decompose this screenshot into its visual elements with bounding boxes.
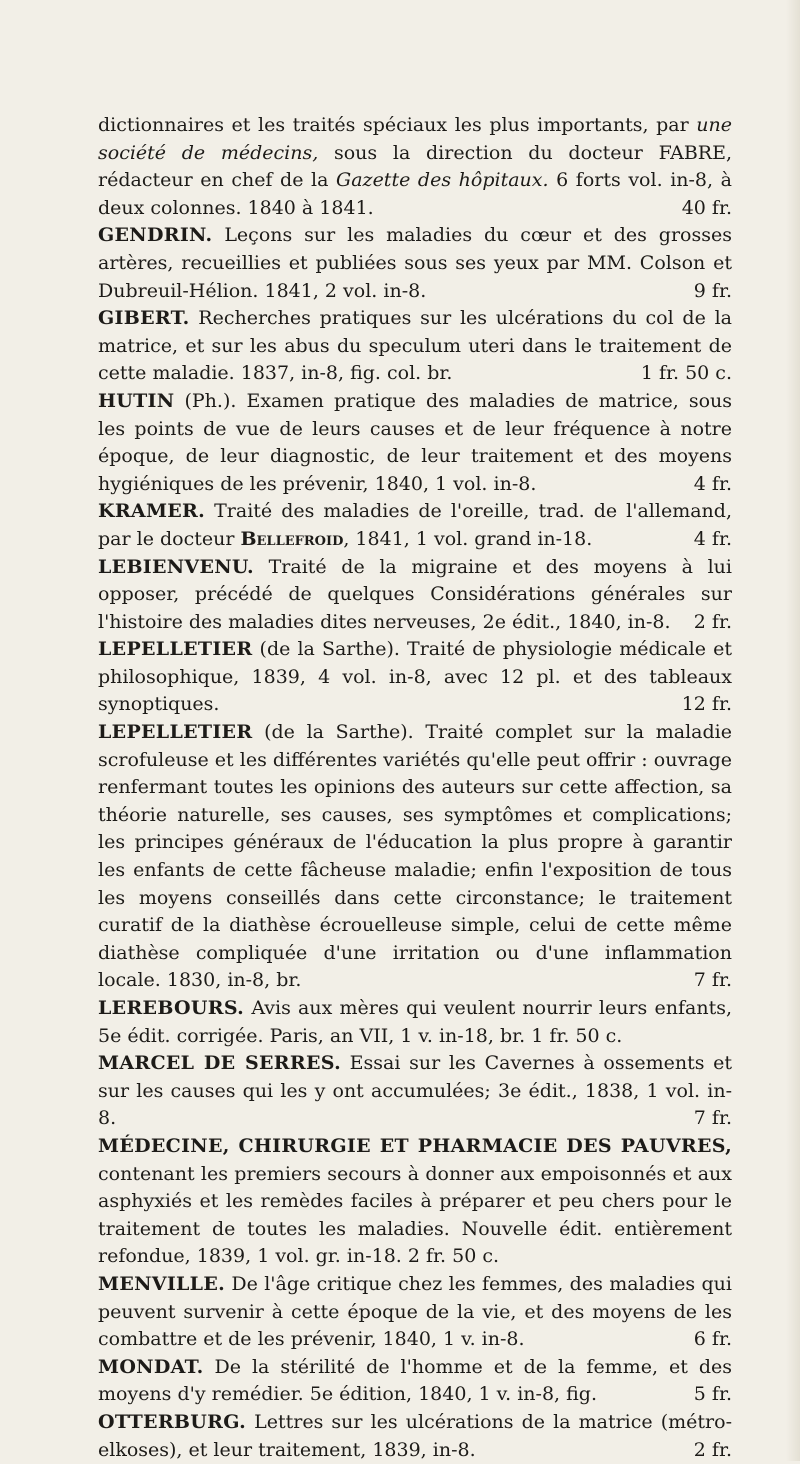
entry-text: Essai sur les Cavernes à ossements et sur les causes qui les y ont accumulées; 3e édit., 1838, 1 vol. in-8. — [98, 1052, 732, 1129]
entry-price: 5 fr. — [694, 1381, 732, 1409]
catalogue-entry-medecine-des-pauvres — [98, 1133, 732, 1271]
entry-price: 7 fr. — [694, 1105, 732, 1133]
entry-price: 6 fr. — [694, 1326, 732, 1354]
entry-italic: Gazette des hôpitaux. — [336, 169, 548, 191]
entry-italic: une société de médecins, — [98, 114, 732, 164]
entry-text: Leçons sur les maladies du cœur et des grosses artères, recueillies et publiées sous ses yeux par MM. Colson et Dubreuil-Hélion. 1841, 2 vol. in-8. — [98, 224, 732, 301]
entry-price: 2 fr. — [694, 609, 732, 637]
entry-author: MARCEL DE SERRES. — [98, 1052, 341, 1074]
entry-text: contenant les premiers secours à donner aux empoisonnés et aux asphyxiés et les remèdes faciles à préparer et peu chers pour le traitement de toutes les maladies. Nouvelle édit. entièrement refondue, 1839, 1 vol. gr. in-18. 2 fr. 50 c. — [98, 1163, 732, 1268]
entry-text: 6 forts vol. in-8, à deux colonnes. 1840 à 1841. — [98, 169, 732, 219]
entry-author: LEPELLETIER — [98, 638, 252, 660]
entry-text: Traité des maladies de l'oreille, trad. de l'allemand, par le docteur — [98, 500, 732, 550]
catalogue-entry-lerebours — [98, 995, 732, 1050]
entry-author: MÉDECINE, CHIRURGIE ET PHARMACIE DES PAUVRES, — [98, 1135, 732, 1157]
entry-text: Recherches pratiques sur les ulcérations du col de la matrice, et sur les abus du speculum uteri dans le traitement de cette maladie. 1837, in-8, fig. col. br. — [98, 307, 732, 384]
catalogue-entry-mondat — [98, 1354, 732, 1409]
entry-text: , 1841, 1 vol. grand in-18. — [343, 528, 592, 550]
catalogue-entry-gibert — [98, 305, 732, 388]
entry-text: (de la Sarthe). Traité complet sur la maladie scrofuleuse et les différentes variétés qu'elle peut offrir : ouvrage renfermant toutes les opinions des auteurs sur cette affection, sa théorie naturelle, ses causes, ses symptômes et complications; les principes généraux de l'éducation la plus propre à garantir les enfants de cette fâcheuse maladie; enfin l'exposition de tous les moyens conseillés dans cette circonstance; le traitement curatif de la diathèse écrouelleuse simple, celui de cette même diathèse compliquée d'une irritation ou d'une inflammation locale. 1830, in-8, br. — [98, 721, 732, 991]
entry-author: MENVILLE. — [98, 1273, 225, 1295]
catalogue-entry-otterburg — [98, 1409, 732, 1464]
entry-author: OTTERBURG. — [98, 1411, 246, 1433]
entry-author: KRAMER. — [98, 500, 205, 522]
entry-author: HUTIN — [98, 390, 174, 412]
catalogue-entry-lepelletier-physiologie — [98, 636, 732, 719]
catalogue-entry-hutin — [98, 388, 732, 498]
catalogue-entry-dictionnaires — [98, 112, 732, 222]
entry-price: 1 fr. 50 c. — [641, 360, 732, 388]
entry-price: 9 fr. — [694, 278, 732, 306]
entry-text: De la stérilité de l'homme et de la femme, et des moyens d'y remédier. 5e édition, 1840, 1 v. in-8, fig. — [98, 1356, 732, 1406]
page-binding-shadow — [786, 0, 800, 1461]
catalogue-entry-gendrin — [98, 222, 732, 305]
entry-text: (Ph.). Examen pratique des maladies de matrice, sous les points de vue de leurs causes et de leur fréquence à notre époque, de leur diagnostic, de leur traitement et des moyens hygiéniques de les prévenir, 1840, 1 vol. in-8. — [98, 390, 732, 495]
entry-text: De l'âge critique chez les femmes, des maladies qui peuvent survenir à cette époque de la vie, et des moyens de les combattre et de les prévenir, 1840, 1 v. in-8. — [98, 1273, 732, 1350]
entry-price: 12 fr. — [682, 691, 732, 719]
entry-text: Avis aux mères qui veulent nourrir leurs enfants, 5e édit. corrigée. Paris, an VII, 1 v. in-18, br. 1 fr. 50 c. — [98, 997, 732, 1047]
entry-author: GIBERT. — [98, 307, 190, 329]
entry-price: 7 fr. — [694, 967, 732, 995]
entry-price: 4 fr. — [694, 526, 732, 554]
entry-text: Traité de la migraine et des moyens à lui opposer, précédé de quelques Considérations générales sur l'histoire des maladies dites nerveuses, 2e édit., 1840, in-8. — [98, 556, 732, 633]
entry-text: Lettres sur les ulcérations de la matrice (métro-elkoses), et leur traitement, 1839, in-8. — [98, 1411, 732, 1461]
entry-price: 40 fr. — [682, 195, 732, 223]
catalogue-entry-lebienvenu — [98, 554, 732, 637]
entry-author: LEBIENVENU. — [98, 556, 254, 578]
catalogue-entry-menville — [98, 1271, 732, 1354]
entry-author: LEREBOURS. — [98, 997, 244, 1019]
catalogue-entry-lepelletier-scrofuleuse — [98, 719, 732, 995]
entry-price: 2 fr. — [694, 1437, 732, 1464]
entry-author: GENDRIN. — [98, 224, 212, 246]
entry-text: (de la Sarthe). Traité de physiologie médicale et philosophique, 1839, 4 vol. in-8, avec 12 pl. et des tableaux synoptiques. — [98, 638, 732, 715]
entry-text: sous la direction du docteur FABRE, rédacteur en chef de la — [98, 142, 732, 192]
entry-author: LEPELLETIER — [98, 721, 252, 743]
entry-price: 4 fr. — [694, 471, 732, 499]
catalogue-entry-kramer — [98, 498, 732, 553]
entry-text: dictionnaires et les traités spéciaux les plus importants, par — [98, 114, 696, 136]
entry-smallcaps: Bellefroid — [240, 528, 343, 550]
entry-author: MONDAT. — [98, 1356, 204, 1378]
catalogue-entry-marcel-de-serres — [98, 1050, 732, 1133]
